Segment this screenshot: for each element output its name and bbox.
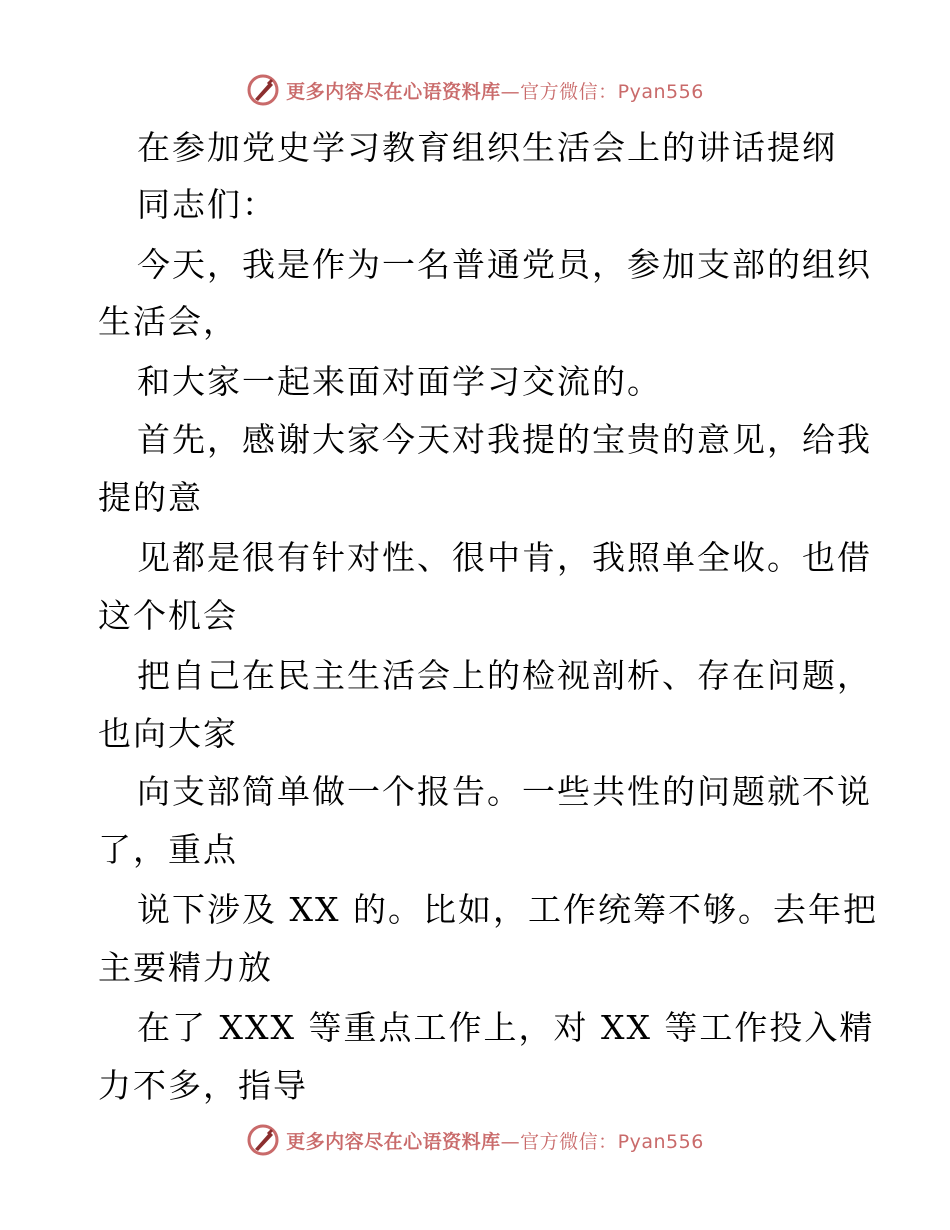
text-line: 和大家一起来面对面学习交流的。	[137, 362, 662, 401]
quill-logo-icon	[246, 73, 280, 107]
watermark-contact: —官方微信：Pyan556	[500, 1130, 704, 1153]
text-line: 今天，我是作为一名普通党员，参加支部的组织	[137, 245, 872, 284]
text-line: 也向大家	[98, 714, 238, 753]
text-line: 说下涉及 XX 的。比如，工作统筹不够。去年把	[137, 890, 878, 929]
watermark-text	[286, 77, 704, 104]
watermark-brand: 更多内容尽在心语资料库	[286, 80, 501, 103]
text-line: 了，重点	[98, 830, 238, 869]
document-title: 在参加党史学习教育组织生活会上的讲话提纲	[137, 128, 837, 167]
text-line: 见都是很有针对性、很中肯，我照单全收。也借	[137, 538, 872, 577]
quill-logo-icon	[246, 1123, 280, 1157]
watermark-contact: —官方微信：Pyan556	[500, 80, 704, 103]
footer-watermark	[0, 1120, 950, 1160]
text-line: 在了 XXX 等重点工作上，对 XX 等工作投入精	[137, 1008, 875, 1047]
text-line: 同志们：	[137, 185, 277, 224]
text-line: 向支部简单做一个报告。一些共性的问题就不说	[137, 772, 872, 811]
watermark-brand: 更多内容尽在心语资料库	[286, 1130, 501, 1153]
text-line: 首先，感谢大家今天对我提的宝贵的意见，给我	[137, 420, 872, 459]
text-line: 力不多，指导	[98, 1066, 308, 1105]
text-line: 这个机会	[98, 596, 238, 635]
text-line: 生活会，	[98, 302, 238, 341]
text-line: 把自己在民主生活会上的检视剖析、存在问题，	[137, 656, 872, 695]
text-line: 主要精力放	[98, 948, 273, 987]
header-watermark	[0, 70, 950, 110]
watermark-text	[286, 1127, 704, 1154]
text-line: 提的意	[98, 478, 203, 517]
